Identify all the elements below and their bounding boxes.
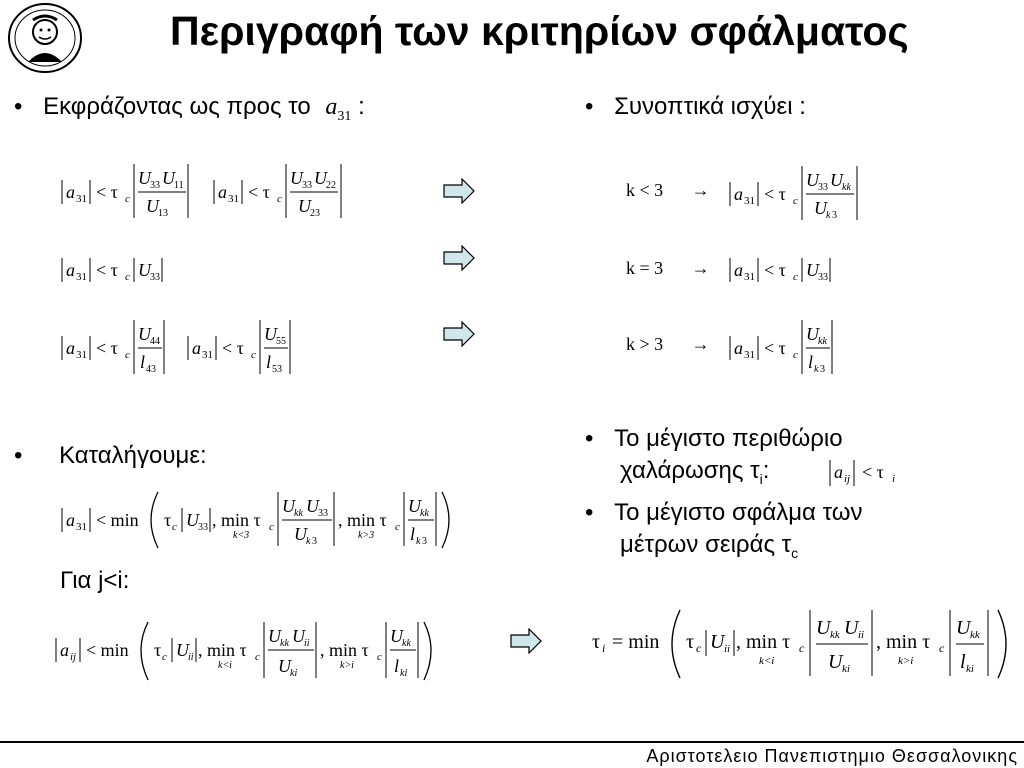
svg-text:τ: τ [592, 631, 601, 653]
svg-text:l: l [410, 524, 416, 544]
svg-text:a: a [218, 182, 227, 202]
svg-text:U: U [390, 626, 403, 646]
bullet-dot: • [585, 425, 594, 452]
formula-k-greater-3-right [726, 316, 846, 378]
relaxation-text: χαλάρωσης τ [620, 457, 760, 484]
bullet-max-error-line1: Το μέγιστο σφάλμα των [614, 499, 863, 526]
svg-text:c: c [251, 349, 256, 361]
university-seal-logo [6, 2, 84, 74]
svg-text:31: 31 [744, 195, 755, 207]
svg-text:ii: ii [858, 629, 865, 641]
case-condition: k > 3 [626, 334, 664, 354]
svg-text:ii: ii [188, 652, 194, 663]
svg-text:kk: kk [280, 638, 289, 649]
svg-text:U: U [282, 496, 295, 516]
svg-text:c: c [793, 195, 798, 207]
svg-text:k<i: k<i [218, 660, 232, 671]
svg-text:l: l [960, 651, 966, 673]
svg-text:55: 55 [276, 336, 286, 347]
svg-text:3: 3 [820, 364, 825, 375]
error-text: μέτρων σειράς τ [620, 531, 792, 558]
bullet-max-relaxation [585, 424, 843, 454]
svg-text:ii: ii [724, 643, 731, 655]
svg-text:33: 33 [150, 180, 160, 191]
svg-text:U: U [828, 651, 843, 673]
svg-text:U: U [956, 617, 971, 639]
bullet-dot: • [14, 442, 23, 469]
formula-general-aij [52, 618, 452, 684]
svg-text:23: 23 [310, 208, 320, 219]
bullet-max-error [585, 498, 862, 528]
svg-text:U: U [146, 196, 159, 216]
svg-text:U: U [264, 324, 277, 344]
svg-text:k<i: k<i [759, 655, 775, 667]
svg-text:k<3: k<3 [233, 530, 250, 541]
svg-text:kk: kk [294, 508, 303, 519]
svg-text:U: U [138, 324, 151, 344]
case-k-greater-3 [626, 334, 710, 355]
svg-text:c: c [395, 521, 400, 533]
svg-text:c: c [162, 651, 167, 663]
svg-text:a: a [734, 338, 743, 358]
svg-text:44: 44 [150, 336, 160, 347]
a31-symbol: $a_{31}$ [325, 94, 352, 124]
svg-text:c: c [125, 271, 130, 283]
svg-text:U: U [290, 168, 303, 188]
svg-text:l: l [266, 352, 272, 372]
svg-text:c: c [269, 521, 274, 533]
svg-text:U: U [844, 617, 859, 639]
svg-text:U: U [138, 168, 151, 188]
svg-text:kk: kk [420, 508, 429, 519]
svg-text:k: k [814, 364, 819, 375]
bullet-dot: • [585, 499, 594, 526]
implies-arrow: → [691, 334, 710, 354]
svg-text:k: k [826, 210, 831, 221]
svg-text:, min τ: , min τ [736, 631, 791, 653]
svg-text:k>3: k>3 [358, 530, 375, 541]
svg-text:< min: < min [86, 640, 129, 660]
right-arrow-icon [510, 628, 542, 654]
page-title: Περιγραφή των κριτηρίων σφάλματος [170, 8, 909, 54]
svg-text:, min τ: , min τ [338, 510, 387, 530]
svg-text:c: c [696, 641, 702, 655]
case-k-equal-3 [626, 258, 710, 279]
svg-text:33: 33 [818, 272, 828, 283]
svg-text:a: a [66, 510, 75, 530]
bullet-max-relaxation-line1: Το μέγιστο περιθώριο [614, 425, 843, 452]
right-arrow-icon [443, 245, 475, 271]
svg-text:a: a [66, 338, 75, 358]
svg-text:c: c [799, 641, 805, 655]
svg-text:a: a [66, 260, 75, 280]
svg-text:c: c [255, 651, 260, 663]
formula-k-equal-3-right [726, 254, 846, 286]
svg-text:kk: kk [842, 182, 851, 193]
svg-text:ki: ki [400, 668, 408, 679]
svg-text:U: U [710, 631, 725, 653]
right-arrow-icon [443, 321, 475, 347]
svg-text:U: U [806, 324, 819, 344]
svg-text:= min: = min [612, 631, 660, 653]
implies-arrow: → [691, 180, 710, 200]
svg-text:k>i: k>i [340, 660, 354, 671]
svg-text:U: U [314, 168, 327, 188]
footer-divider [0, 741, 1024, 743]
svg-text:ki: ki [966, 663, 974, 675]
formula-k-less-3-right [726, 162, 866, 224]
colon: : [762, 457, 770, 484]
svg-text:i: i [602, 641, 606, 655]
svg-text:31: 31 [76, 349, 87, 361]
svg-text:U: U [306, 496, 319, 516]
svg-text:U: U [278, 656, 291, 676]
formula-aij-less-taui [826, 454, 916, 490]
svg-text:U: U [830, 170, 843, 190]
svg-text:ki: ki [290, 668, 298, 679]
svg-text:k>i: k>i [898, 655, 914, 667]
footer-university-name: Αριστοτελειο Πανεπιστημιο Θεσσαλονικης [646, 746, 1018, 766]
svg-text:ki: ki [842, 663, 850, 675]
svg-text:< τ: < τ [96, 338, 118, 358]
svg-text:U: U [806, 260, 819, 280]
bullet-summary [585, 92, 806, 122]
svg-text:< τ: < τ [248, 182, 270, 202]
error-subscript: c [791, 544, 799, 561]
formula-k-equal-3-left [58, 254, 178, 286]
svg-text:τ: τ [164, 510, 172, 530]
bullet-max-relaxation-line2 [620, 456, 769, 494]
svg-text:kk: kk [830, 629, 840, 641]
svg-text:kk: kk [402, 638, 411, 649]
svg-text:3: 3 [832, 210, 837, 221]
svg-text:U: U [816, 617, 831, 639]
svg-text:22: 22 [326, 180, 336, 191]
bullet-expressing-text: Εκφράζοντας ως προς το [43, 93, 311, 120]
svg-text:c: c [793, 349, 798, 361]
svg-text:c: c [277, 193, 282, 205]
svg-text:kk: kk [818, 336, 827, 347]
svg-text:, min τ: , min τ [198, 640, 247, 660]
bullet-max-error-line2 [620, 530, 798, 568]
svg-text:33: 33 [198, 522, 208, 533]
svg-text:c: c [377, 651, 382, 663]
svg-text:33: 33 [150, 272, 160, 283]
svg-text:< τ: < τ [96, 182, 118, 202]
svg-text:a: a [66, 182, 75, 202]
svg-text:c: c [125, 193, 130, 205]
relaxation-subscript: i [759, 470, 763, 487]
bullet-conclusion-text: Καταλήγουμε: [59, 442, 207, 469]
svg-text:c: c [172, 521, 177, 533]
svg-text:U: U [176, 640, 189, 660]
svg-text:c: c [125, 349, 130, 361]
formula-tau-i [588, 606, 1022, 682]
svg-text:i: i [892, 473, 896, 485]
svg-text:U: U [268, 626, 281, 646]
svg-text:U: U [814, 198, 827, 218]
svg-text:11: 11 [174, 180, 184, 191]
svg-text:13: 13 [158, 208, 168, 219]
formula-k-greater-3-left [58, 316, 308, 378]
svg-text:U: U [294, 524, 307, 544]
svg-text:k: k [416, 536, 421, 547]
svg-text:τ: τ [154, 640, 162, 660]
svg-text:l: l [808, 352, 814, 372]
svg-text:U: U [806, 170, 819, 190]
svg-text:< τ: < τ [222, 338, 244, 358]
svg-text:< min: < min [96, 510, 139, 530]
svg-text:U: U [186, 510, 199, 530]
svg-text:a: a [60, 640, 69, 660]
svg-text:U: U [292, 626, 305, 646]
bullet-dot: • [585, 93, 594, 120]
svg-text:33: 33 [318, 508, 328, 519]
svg-text:ii: ii [304, 638, 310, 649]
colon: : [358, 93, 365, 120]
svg-text:31: 31 [76, 193, 87, 205]
svg-text:l: l [394, 656, 400, 676]
svg-text:a: a [734, 184, 743, 204]
case-k-less-3 [626, 180, 710, 201]
right-arrow-icon [443, 178, 475, 204]
formula-conclusion [58, 488, 468, 552]
svg-text:< τ: < τ [764, 184, 786, 204]
svg-text:< τ: < τ [96, 260, 118, 280]
svg-text:31: 31 [76, 521, 87, 533]
svg-text:< τ: < τ [764, 260, 786, 280]
svg-text:, min τ: , min τ [212, 510, 261, 530]
case-condition: k = 3 [626, 258, 664, 278]
svg-text:kk: kk [970, 629, 980, 641]
svg-text:53: 53 [272, 364, 282, 375]
svg-text:k: k [306, 536, 311, 547]
case-condition: k < 3 [626, 180, 664, 200]
svg-text:< τ: < τ [764, 338, 786, 358]
svg-text:ij: ij [70, 651, 77, 663]
case-j-less-i: Για j<i: [60, 567, 130, 594]
svg-text:U: U [138, 260, 151, 280]
formula-k-less-3-left [58, 160, 358, 222]
svg-text:, min τ: , min τ [320, 640, 369, 660]
svg-text:33: 33 [302, 180, 312, 191]
svg-text:U: U [162, 168, 175, 188]
svg-text:, min τ: , min τ [876, 631, 931, 653]
svg-text:U: U [408, 496, 421, 516]
svg-text:a: a [734, 260, 743, 280]
svg-text:U: U [298, 196, 311, 216]
svg-text:31: 31 [76, 271, 87, 283]
bullet-summary-text: Συνοπτικά ισχύει : [614, 93, 806, 120]
svg-text:3: 3 [312, 536, 317, 547]
svg-text:3: 3 [422, 536, 427, 547]
svg-text:τ: τ [686, 631, 695, 653]
bullet-conclusion [14, 441, 207, 471]
svg-text:33: 33 [818, 182, 828, 193]
svg-text:43: 43 [146, 364, 156, 375]
implies-arrow: → [691, 258, 710, 278]
svg-text:c: c [939, 641, 945, 655]
svg-text:a: a [192, 338, 201, 358]
bullet-expressing [14, 92, 365, 132]
svg-text:31: 31 [228, 193, 239, 205]
svg-text:< τ: < τ [862, 462, 884, 482]
svg-text:l: l [140, 352, 146, 372]
svg-text:31: 31 [744, 349, 755, 361]
svg-text:31: 31 [744, 271, 755, 283]
bullet-dot: • [14, 93, 23, 120]
svg-text:a: a [834, 462, 843, 482]
svg-text:c: c [793, 271, 798, 283]
svg-text:31: 31 [202, 349, 213, 361]
svg-text:ij: ij [844, 473, 851, 485]
